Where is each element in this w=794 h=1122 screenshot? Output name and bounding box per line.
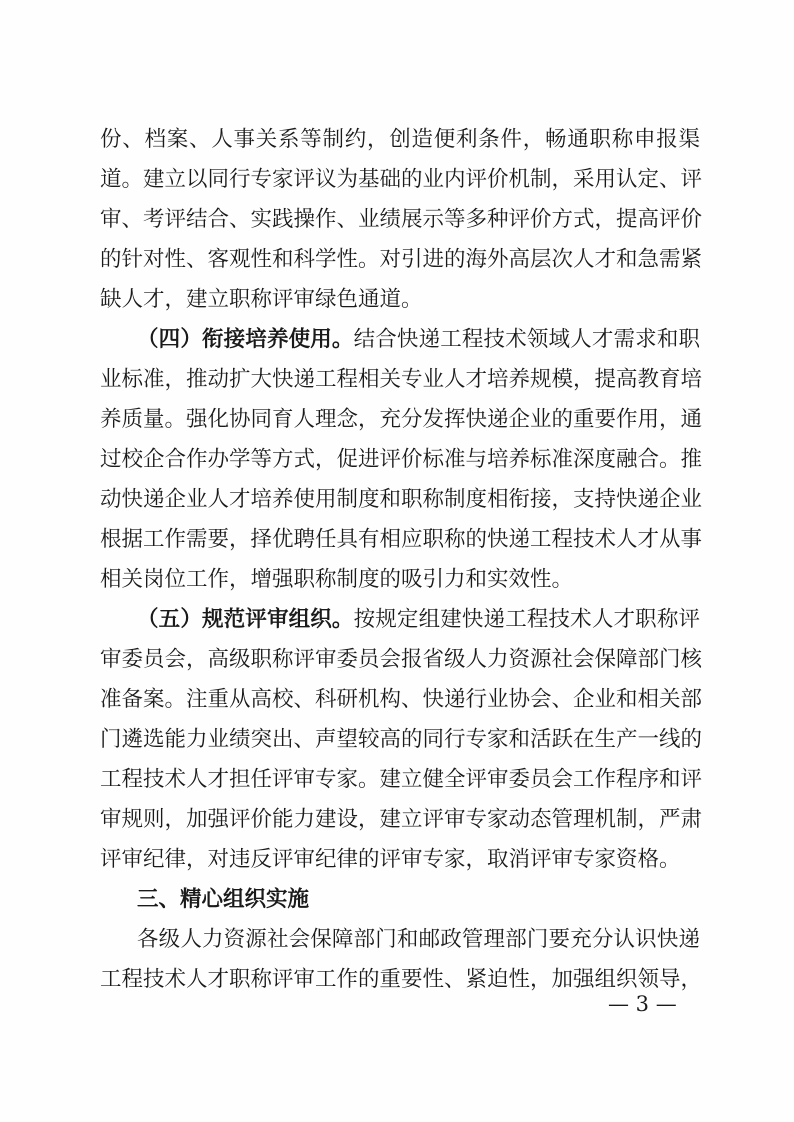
section-5-first-line xyxy=(137,600,700,640)
text-line: 道。建立以同行专家评议为基础的业内评价机制，采用认定、评 xyxy=(100,167,703,192)
text-line: 门遴选能力业绩突出、声望较高的同行专家和活跃在生产一线的 xyxy=(100,727,703,752)
section-5-heading: （五）规范评审组织。 xyxy=(137,607,354,632)
text-line: 评审纪律，对违反评审纪律的评审专家，取消评审专家资格。 xyxy=(100,847,681,872)
section-3-heading: 三、精心组织实施 xyxy=(137,887,310,912)
text-line: 工程技术人才职称评审工作的重要性、紧迫性，加强组织领导， xyxy=(100,967,703,992)
text-line: 审、考评结合、实践操作、业绩展示等多种评价方式，提高评价 xyxy=(100,207,703,232)
section-5-first-line-text: 按规定组建快递工程技术人才职称评 xyxy=(353,607,700,632)
text-line: 审委员会，高级职称评审委员会报省级人力资源社会保障部门核 xyxy=(100,647,703,672)
text-line: 工程技术人才担任评审专家。建立健全评审委员会工作程序和评 xyxy=(100,767,703,792)
section-4-first-line-text: 结合快递工程技术领域人才需求和职 xyxy=(353,327,700,352)
text-line: 业标准，推动扩大快递工程相关专业人才培养规模，提高教育培 xyxy=(100,367,703,392)
section-4-heading: （四）衔接培养使用。 xyxy=(137,327,354,352)
text-line: 缺人才，建立职称评审绿色通道。 xyxy=(100,287,423,312)
text-line: 根据工作需要，择优聘任具有相应职称的快递工程技术人才从事 xyxy=(100,527,703,552)
section-4-first-line xyxy=(137,320,700,360)
text-line: 份、档案、人事关系等制约，创造便利条件，畅通职称申报渠 xyxy=(100,127,700,152)
page-number: — 3 — xyxy=(608,992,677,1016)
text-line: 动快递企业人才培养使用制度和职称制度相衔接，支持快递企业 xyxy=(100,487,703,512)
text-line: 审规则，加强评价能力建设，建立评审专家动态管理机制，严肃 xyxy=(100,807,703,832)
text-line: 的针对性、客观性和科学性。对引进的海外高层次人才和急需紧 xyxy=(100,247,703,272)
text-line: 养质量。强化协同育人理念，充分发挥快递企业的重要作用，通 xyxy=(100,407,703,432)
text-line: 相关岗位工作，增强职称制度的吸引力和实效性。 xyxy=(100,567,574,592)
text-line: 准备案。注重从高校、科研机构、快递行业协会、企业和相关部 xyxy=(100,687,703,712)
text-line: 过校企合作办学等方式，促进评价标准与培养标准深度融合。推 xyxy=(100,447,703,472)
section-3-first-line: 各级人力资源社会保障部门和邮政管理部门要充分认识快递 xyxy=(137,927,700,952)
